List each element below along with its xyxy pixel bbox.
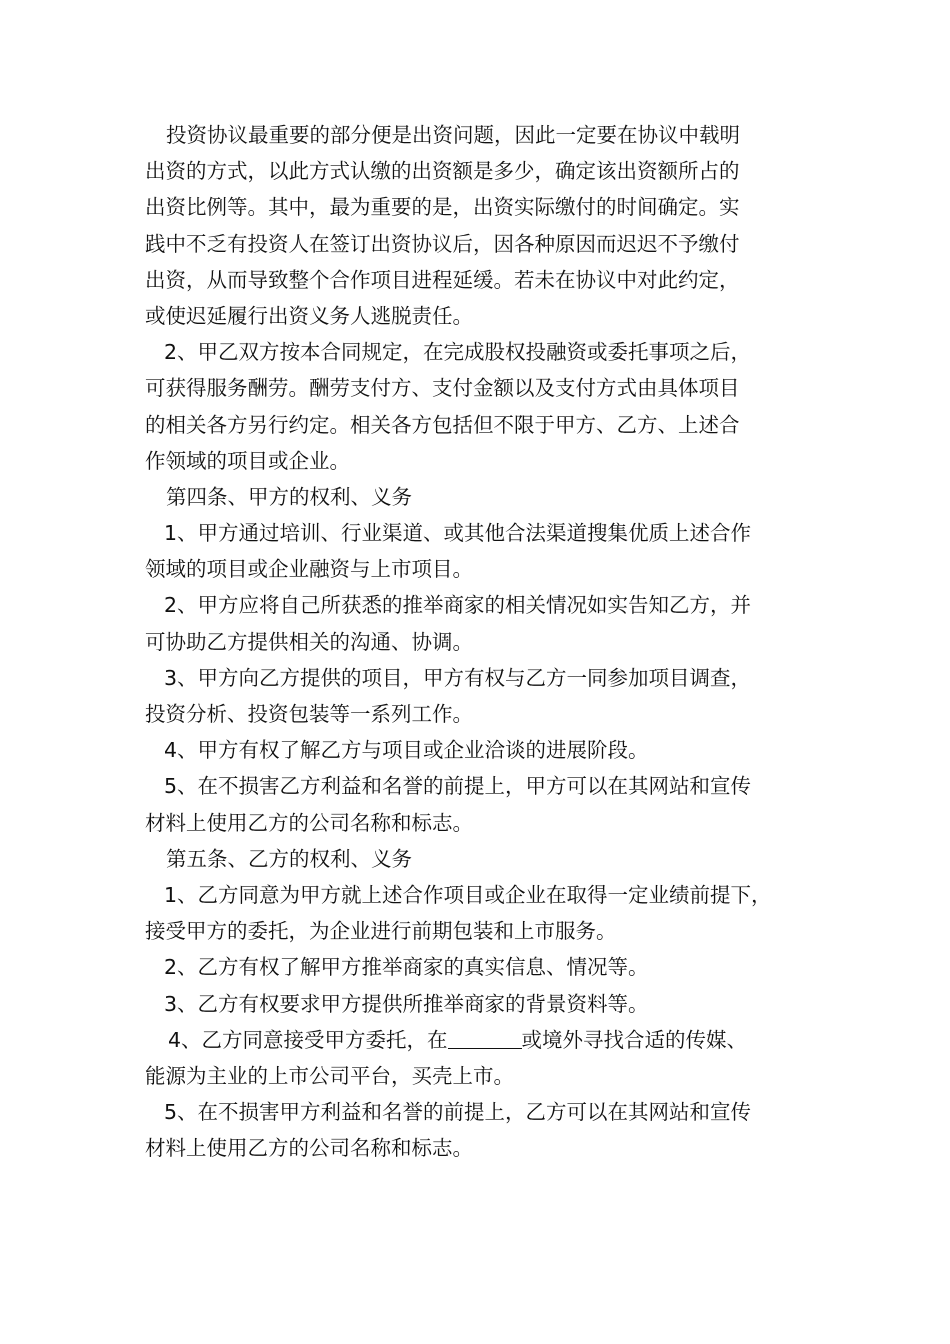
paragraph-first-line: 第四条、甲方的权利、义务 — [166, 484, 412, 509]
paragraph — [145, 660, 815, 732]
paragraph-line: 可获得服务酬劳。酬劳支付方、支付金额以及支付方式由具体项目 — [145, 376, 740, 401]
paragraph — [145, 768, 815, 840]
paragraph — [145, 949, 815, 985]
paragraph-line: 的相关各方另行约定。相关各方包括但不限于甲方、乙方、上述合 — [145, 412, 740, 437]
paragraph-first-line — [145, 1022, 815, 1058]
paragraph — [145, 986, 815, 1022]
paragraph-first-line: 3、甲方向乙方提供的项目，甲方有权与乙方一同参加项目调查， — [164, 665, 752, 690]
clause-text-after-blank: 或境外寻找合适的传媒、 — [521, 1027, 748, 1052]
paragraph-line: 投资分析、投资包装等一系列工作。 — [145, 702, 473, 726]
document-body — [145, 117, 815, 1166]
paragraph-first-line: 2、甲乙双方按本合同规定，在完成股权投融资或委托事项之后， — [164, 340, 752, 365]
paragraph-first-line: 1、甲方通过培训、行业渠道、或其他合法渠道搜集优质上述合作 — [164, 521, 752, 546]
paragraph — [145, 732, 815, 768]
paragraph-line: 出资的方式，以此方式认缴的出资额是多少，确定该出资额所占的 — [145, 159, 740, 184]
paragraph-first-line: 2、乙方有权了解甲方推举商家的真实信息、情况等。 — [164, 955, 649, 980]
paragraph-first-line: 1、乙方同意为甲方就上述合作项目或企业在取得一定业绩前提下， — [164, 882, 772, 907]
paragraph-line: 材料上使用乙方的公司名称和标志。 — [145, 810, 473, 835]
paragraph-line: 出资比例等。其中，最为重要的是，出资实际缴付的时间确定。实 — [145, 195, 740, 220]
paragraph — [145, 877, 815, 949]
paragraph — [145, 479, 815, 515]
clause-text-before-blank: 4、乙方同意接受甲方委托，在 — [168, 1027, 448, 1052]
paragraph-line: 践中不乏有投资人在签订出资协议后，因各种原因而迟迟不予缴付 — [145, 231, 740, 256]
paragraph — [145, 515, 815, 587]
paragraph-first-line: 投资协议最重要的部分便是出资问题，因此一定要在协议中载明 — [166, 123, 740, 147]
paragraph-first-line: 5、在不损害甲方利益和名誉的前提上，乙方可以在其网站和宣传 — [164, 1100, 752, 1125]
paragraph — [145, 117, 815, 334]
paragraph-line: 或使迟延履行出资义务人逃脱责任。 — [145, 303, 473, 328]
paragraph-line: 能源为主业的上市公司平台，买壳上市。 — [145, 1063, 514, 1088]
paragraph-line: 材料上使用乙方的公司名称和标志。 — [145, 1136, 473, 1161]
paragraph-line: 领域的项目或企业融资与上市项目。 — [145, 557, 473, 582]
paragraph-line: 接受甲方的委托，为企业进行前期包装和上市服务。 — [145, 919, 617, 944]
paragraph-first-line: 5、在不损害乙方利益和名誉的前提上，甲方可以在其网站和宣传 — [164, 774, 752, 799]
paragraph-line: 出资，从而导致整个合作项目进程延缓。若未在协议中对此约定， — [145, 267, 740, 292]
paragraph-line: 可协助乙方提供相关的沟通、协调。 — [145, 629, 473, 654]
paragraph — [145, 334, 815, 479]
paragraph — [145, 587, 815, 659]
paragraph-first-line: 4、甲方有权了解乙方与项目或企业洽谈的进展阶段。 — [164, 738, 649, 763]
fill-in-blank — [448, 1028, 522, 1049]
paragraph-first-line: 第五条、乙方的权利、义务 — [166, 846, 412, 871]
paragraph — [145, 841, 815, 877]
clause-5-paragraph — [145, 1094, 815, 1166]
paragraph-first-line: 2、甲方应将自己所获悉的推举商家的相关情况如实告知乙方，并 — [164, 593, 752, 618]
paragraph-first-line: 3、乙方有权要求甲方提供所推举商家的背景资料等。 — [164, 991, 649, 1016]
clause-4-paragraph — [145, 1022, 815, 1094]
paragraph-line: 作领域的项目或企业。 — [145, 448, 350, 473]
